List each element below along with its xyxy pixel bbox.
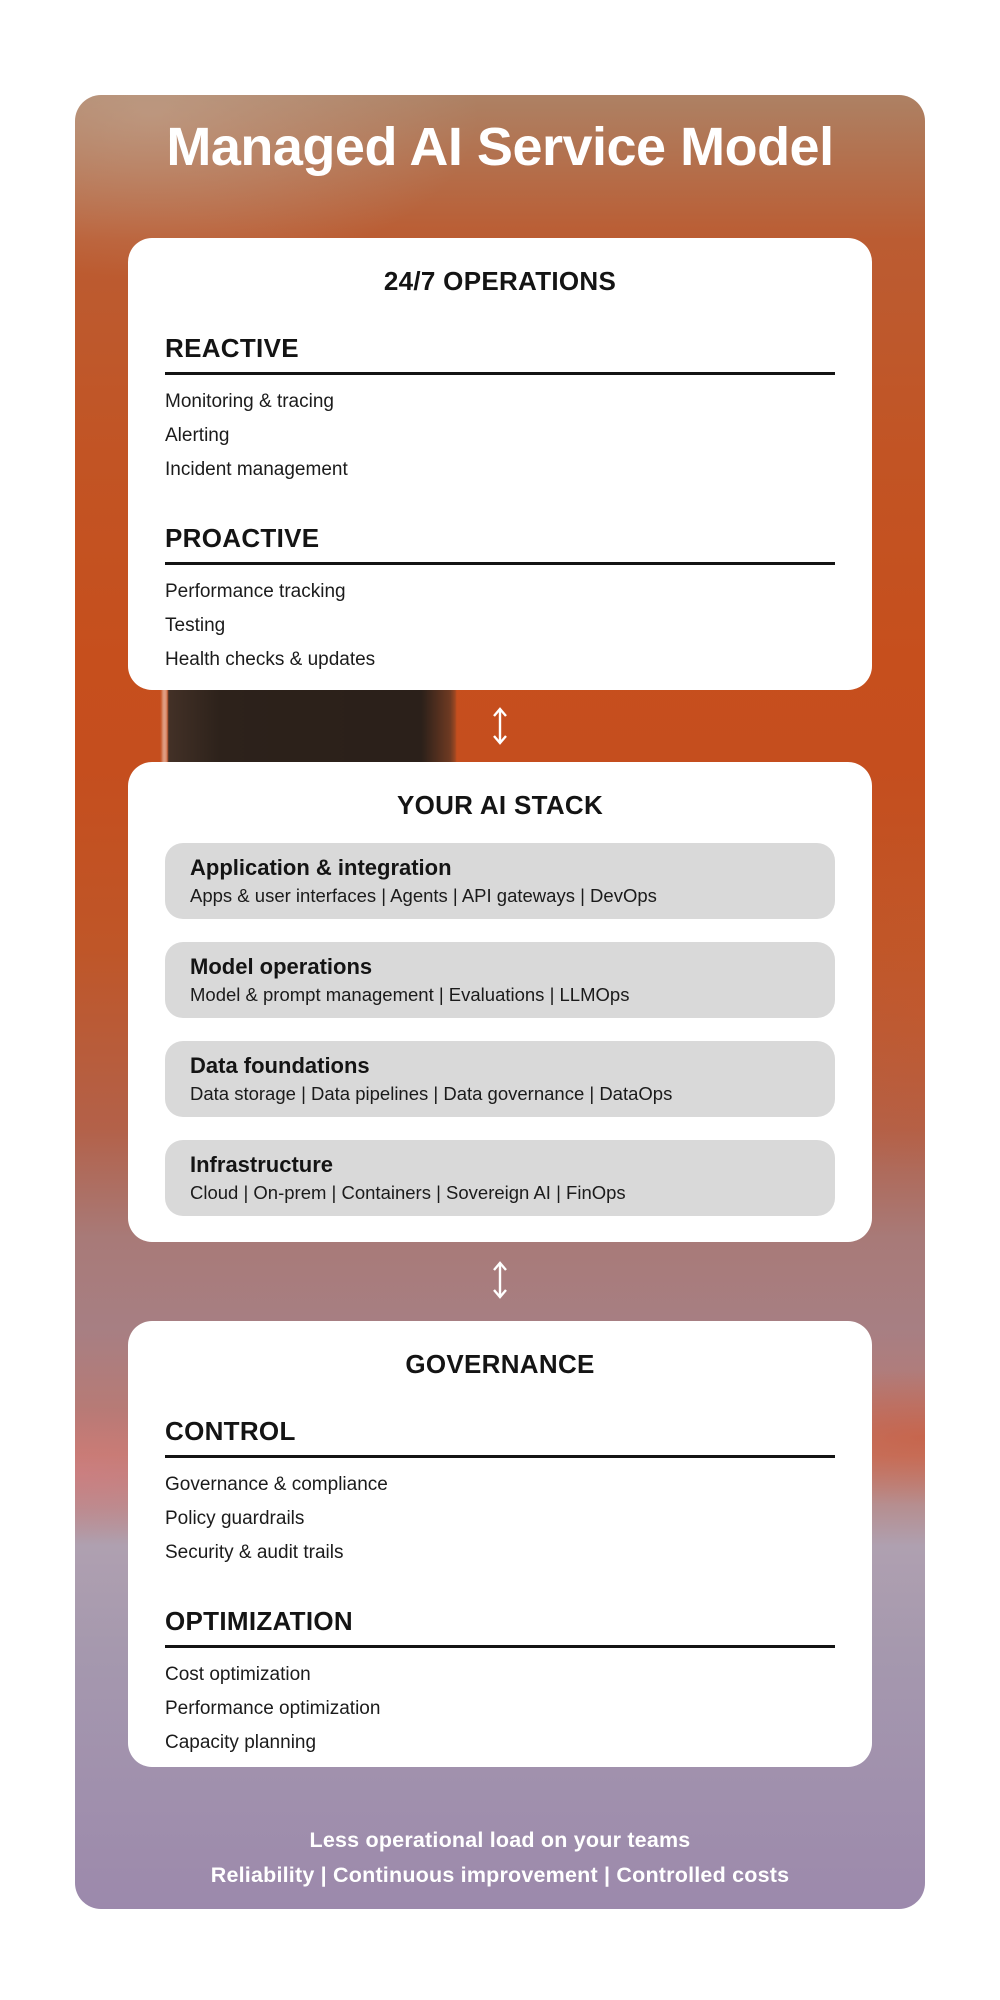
stack-layer-model-operations xyxy=(165,942,835,1018)
stack-layer-data-foundations xyxy=(165,1041,835,1117)
layer-title: Application & integration xyxy=(190,855,452,880)
control-heading: CONTROL xyxy=(165,1416,835,1458)
footer-values-line: Reliability | Continuous improvement | Controlled costs xyxy=(210,1863,790,1887)
stack-layer-application xyxy=(165,843,835,919)
proactive-items xyxy=(165,582,835,669)
list-item: Testing xyxy=(165,615,226,636)
background-photo-dark-block xyxy=(168,683,456,765)
proactive-heading: PROACTIVE xyxy=(165,523,835,565)
layer-title: Infrastructure xyxy=(190,1152,334,1177)
layer-subtitle: Cloud | On-prem | Containers | Sovereign AI | FinOps xyxy=(190,1182,626,1203)
layer-title: Data foundations xyxy=(190,1053,370,1078)
list-item: Cost optimization xyxy=(165,1664,311,1685)
operations-card-title: 24/7 OPERATIONS xyxy=(383,266,617,296)
optimization-section xyxy=(165,1606,835,1752)
reactive-items xyxy=(165,392,835,479)
up-down-arrow-icon xyxy=(491,1259,509,1306)
poster-title: Managed AI Service Model xyxy=(166,117,834,177)
list-item: Monitoring & tracing xyxy=(165,391,334,412)
layer-subtitle: Apps & user interfaces | Agents | API gateways | DevOps xyxy=(190,885,657,906)
poster-background xyxy=(75,95,925,1909)
governance-card-title: GOVERNANCE xyxy=(405,1349,595,1379)
proactive-section xyxy=(165,523,835,669)
list-item: Alerting xyxy=(165,425,230,446)
ai-stack-card-title: YOUR AI STACK xyxy=(396,790,604,820)
footer xyxy=(75,1823,925,1893)
list-item: Capacity planning xyxy=(165,1732,317,1753)
layer-title: Model operations xyxy=(190,954,373,979)
footer-benefit-line: Less operational load on your teams xyxy=(309,1828,691,1852)
optimization-heading: OPTIMIZATION xyxy=(165,1606,835,1648)
stack-layers xyxy=(165,843,835,1216)
layer-subtitle: Model & prompt management | Evaluations | LLMOps xyxy=(190,984,630,1005)
control-items xyxy=(165,1475,835,1562)
reactive-heading: REACTIVE xyxy=(165,333,835,375)
layer-subtitle: Data storage | Data pipelines | Data governance | DataOps xyxy=(190,1083,673,1104)
list-item: Performance tracking xyxy=(165,581,346,602)
background-photo-highlight-line xyxy=(162,685,167,765)
governance-card xyxy=(128,1321,872,1767)
list-item: Security & audit trails xyxy=(165,1542,344,1563)
list-item: Policy guardrails xyxy=(165,1508,305,1529)
list-item: Governance & compliance xyxy=(165,1474,388,1495)
list-item: Performance optimization xyxy=(165,1698,381,1719)
control-section xyxy=(165,1416,835,1562)
operations-card xyxy=(128,238,872,690)
ai-stack-card xyxy=(128,762,872,1242)
reactive-section xyxy=(165,333,835,479)
stack-layer-infrastructure xyxy=(165,1140,835,1216)
up-down-arrow-icon xyxy=(491,705,509,752)
list-item: Incident management xyxy=(165,459,348,480)
list-item: Health checks & updates xyxy=(165,649,376,670)
optimization-items xyxy=(165,1665,835,1752)
